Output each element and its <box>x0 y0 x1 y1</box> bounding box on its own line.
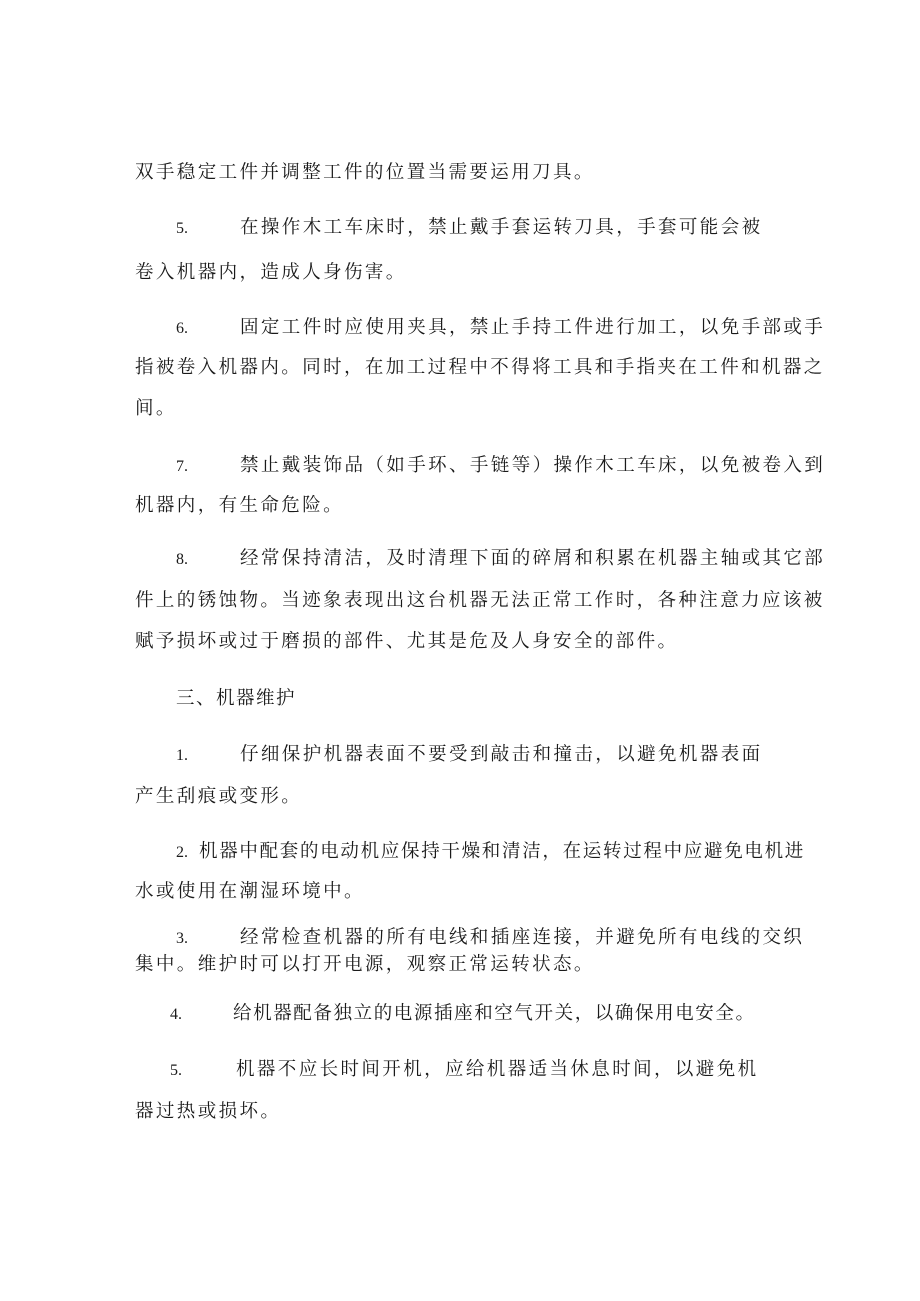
maintenance-line: 水或使用在潮湿环境中。 <box>135 881 365 902</box>
rule-number: 8. <box>176 551 188 568</box>
maintenance-line: 产生刮痕或变形。 <box>135 786 303 807</box>
section-heading: 三、机器维护 <box>176 688 297 709</box>
maintenance-number: 4. <box>170 1006 182 1023</box>
maintenance-line: 机器中配套的电动机应保持干燥和清洁，在运转过程中应避免电机进 <box>199 841 806 862</box>
maintenance-line: 机器不应长时间开机，应给机器适当休息时间，以避免机 <box>236 1059 759 1080</box>
rule-line: 间。 <box>135 398 177 419</box>
rule-number: 5. <box>176 220 188 237</box>
rule-line: 赋予损坏或过于磨损的部件、尤其是危及人身安全的部件。 <box>135 631 679 652</box>
rule-number: 6. <box>176 320 188 337</box>
maintenance-line: 经常检查机器的所有电线和插座连接，并避免所有电线的交织 <box>240 927 805 948</box>
rule-line: 在操作木工车床时，禁止戴手套运转刀具，手套可能会被 <box>240 217 763 238</box>
rule-line: 指被卷入机器内。同时，在加工过程中不得将工具和手指夹在工件和机器之 <box>135 357 825 378</box>
rule-line: 机器内，有生命危险。 <box>135 495 345 516</box>
maintenance-line: 器过热或损坏。 <box>135 1101 282 1122</box>
rule-line: 固定工件时应使用夹具，禁止手持工件进行加工，以免手部或手 <box>240 317 826 338</box>
maintenance-number: 2. <box>176 844 188 861</box>
maintenance-line: 仔细保护机器表面不要受到敲击和撞击，以避免机器表面 <box>240 744 763 765</box>
rule-number: 7. <box>176 458 188 475</box>
maintenance-number: 5. <box>170 1062 182 1079</box>
rule-line: 禁止戴装饰品（如手环、手链等）操作木工车床，以免被卷入到 <box>240 455 826 476</box>
rule-line: 件上的锈蚀物。当迹象表现出这台机器无法正常工作时，各种注意力应该被 <box>135 590 825 611</box>
maintenance-number: 1. <box>176 747 188 764</box>
rule-line: 经常保持清洁，及时清理下面的碎屑和积累在机器主轴或其它部 <box>240 548 826 569</box>
intro-line: 双手稳定工件并调整工件的位置当需要运用刀具。 <box>135 162 595 183</box>
maintenance-line: 给机器配备独立的电源插座和空气开关，以确保用电安全。 <box>233 1003 756 1024</box>
maintenance-line: 集中。维护时可以打开电源，观察正常运转状态。 <box>135 954 595 975</box>
maintenance-number: 3. <box>176 930 188 947</box>
rule-line: 卷入机器内，造成人身伤害。 <box>135 262 407 283</box>
